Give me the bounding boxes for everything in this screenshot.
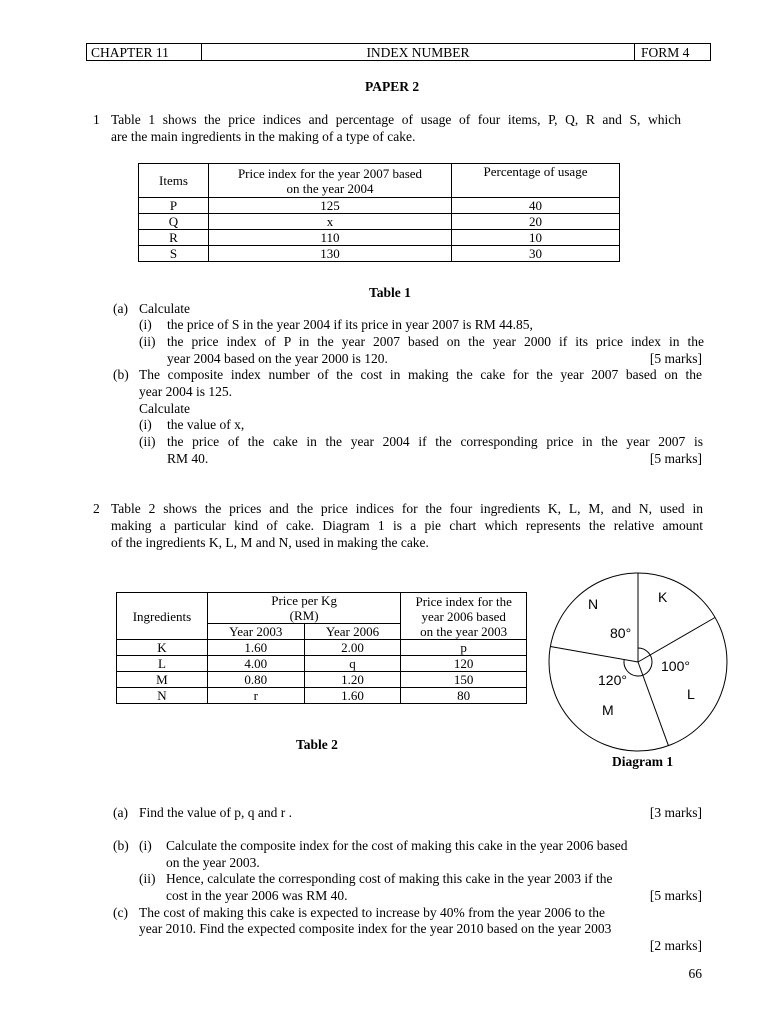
pie-divider-k-l [638, 618, 715, 663]
t2-cell-index: p [401, 640, 527, 656]
table-row [117, 656, 527, 672]
t2-cell-2003: 0.80 [207, 672, 304, 688]
q2-c-label: (c) [113, 905, 128, 920]
q1-b-ii-line1: the price of the cake in the year 2004 if the corresponding price in the year 2007 is [167, 434, 703, 449]
t2-cell-2003: 1.60 [207, 640, 304, 656]
table-row [117, 688, 527, 704]
t2-cell-2006: 1.20 [304, 672, 401, 688]
diagram-1-caption: Diagram 1 [612, 754, 674, 769]
q1-b-i-text: the value of x, [167, 417, 245, 432]
q1-intro-line2: are the main ingredients in the making of a type of cake. [111, 129, 416, 144]
table-row [117, 672, 527, 688]
pie-angle-m: 120° [598, 672, 627, 688]
q2-c-line2: year 2010. Find the expected composite index for the year 2010 based on the year 2003 [139, 921, 612, 936]
t1-cell-index: 110 [209, 230, 452, 246]
q1-intro-line1: Table 1 shows the price indices and percentage of usage of four items, P, Q, R and S, which [111, 112, 681, 127]
t2-cell-index: 120 [401, 656, 527, 672]
q1-b-label: (b) [113, 367, 129, 382]
t1-cell-item: Q [139, 214, 209, 230]
header-table [86, 43, 711, 61]
pie-divider-m-n [550, 647, 638, 663]
pie-label-l: L [687, 686, 695, 702]
t2-header-price-line2: (RM) [289, 608, 319, 623]
q2-intro-line2: making a particular kind of cake. Diagram 1 is a pie chart which represents the relative amount [111, 518, 703, 533]
q1-b-calc: Calculate [139, 401, 190, 416]
q2-b-ii-line2: cost in the year 2006 was RM 40. [166, 888, 348, 903]
q1-a-i-text: the price of S in the year 2004 if its price in year 2007 is RM 44.85, [167, 317, 533, 332]
q1-a-i-label: (i) [139, 317, 152, 332]
q1-b-line2: year 2004 is 125. [139, 384, 232, 399]
pie-label-k: K [658, 589, 668, 605]
t2-header-price-line1: Price per Kg [271, 593, 337, 608]
q2-b-ii-line1: Hence, calculate the corresponding cost of making this cake in the year 2003 if the [166, 871, 613, 886]
pie-angle-n: 80° [610, 625, 632, 641]
pie-angle-l: 100° [661, 658, 690, 674]
q1-number: 1 [93, 112, 100, 127]
q1-a-text: Calculate [139, 301, 190, 316]
q2-b-ii-label: (ii) [139, 871, 156, 886]
t1-header-index-line1: Price index for the year 2007 based [237, 165, 423, 181]
table-row [139, 230, 620, 246]
table-row [117, 640, 527, 656]
table-1 [138, 163, 620, 262]
q2-a-text: Find the value of p, q and r . [139, 805, 292, 820]
t2-header-2006: Year 2006 [304, 624, 401, 640]
t1-header-items: Items [139, 164, 209, 198]
t2-cell-ingredient: K [117, 640, 208, 656]
q1-b-i-label: (i) [139, 417, 152, 432]
t1-cell-usage: 40 [452, 198, 620, 214]
q2-number: 2 [93, 501, 100, 516]
q2-intro-line1: Table 2 shows the prices and the price indices for the four ingredients K, L, M, and N, used in [111, 501, 703, 516]
t2-cell-2006: 1.60 [304, 688, 401, 704]
q1-b-marks: [5 marks] [649, 451, 702, 466]
pie-label-m: M [602, 702, 614, 718]
t2-header-price [207, 593, 400, 624]
t1-cell-usage: 10 [452, 230, 620, 246]
q1-a-marks: [5 marks] [649, 351, 702, 366]
t1-cell-index: x [209, 214, 452, 230]
q2-b-i-line2: on the year 2003. [166, 855, 260, 870]
q2-c-marks: [2 marks] [649, 938, 702, 953]
t2-cell-ingredient: M [117, 672, 208, 688]
header-title: INDEX NUMBER [202, 44, 635, 61]
t2-cell-ingredient: L [117, 656, 208, 672]
q2-b-label: (b) [113, 838, 129, 853]
q2-a-label: (a) [113, 805, 128, 820]
t1-header-index-line2: on the year 2004 [286, 180, 374, 196]
t2-cell-index: 80 [401, 688, 527, 704]
table-2-caption: Table 2 [296, 737, 338, 752]
q1-a-label: (a) [113, 301, 128, 316]
t2-cell-ingredient: N [117, 688, 208, 704]
t2-header-2003: Year 2003 [207, 624, 304, 640]
q2-b-i-line1: Calculate the composite index for the cost of making this cake in the year 2006 based [166, 838, 628, 853]
table-row [139, 198, 620, 214]
t1-header-index [209, 164, 452, 198]
t2-header-ingredients: Ingredients [117, 593, 208, 640]
t1-cell-index: 130 [209, 246, 452, 262]
t2-cell-2006: q [304, 656, 401, 672]
t2-header-index-line3: on the year 2003 [420, 623, 508, 639]
header-form: FORM 4 [635, 44, 711, 61]
t1-header-usage: Percentage of usage [452, 164, 620, 198]
q1-a-ii-label: (ii) [139, 334, 156, 349]
t2-cell-2003: r [207, 688, 304, 704]
table-row [139, 246, 620, 262]
q1-b-ii-label: (ii) [139, 434, 156, 449]
t1-cell-index: 125 [209, 198, 452, 214]
q1-b-ii-line2: RM 40. [167, 451, 209, 466]
q1-b-line1: The composite index number of the cost in making the cake for the year 2007 based on the [139, 367, 702, 382]
paper-title: PAPER 2 [365, 79, 420, 94]
t1-cell-item: P [139, 198, 209, 214]
pie-label-n: N [588, 596, 599, 612]
t1-cell-item: S [139, 246, 209, 262]
header-chapter: CHAPTER 11 [87, 44, 202, 61]
q1-a-ii-line1: the price index of P in the year 2007 based on the year 2000 if its price index in the [167, 334, 704, 349]
q1-a-ii-line2: year 2004 based on the year 2000 is 120. [167, 351, 388, 366]
q2-a-marks: [3 marks] [649, 805, 702, 820]
page-number: 66 [688, 966, 702, 981]
t1-cell-usage: 30 [452, 246, 620, 262]
t2-header-index-line1: Price index for the [415, 593, 512, 609]
table-row [139, 214, 620, 230]
t1-cell-usage: 20 [452, 214, 620, 230]
t2-cell-2003: 4.00 [207, 656, 304, 672]
t1-cell-item: R [139, 230, 209, 246]
t2-header-index-line2: year 2006 based [421, 608, 506, 624]
t2-cell-2006: 2.00 [304, 640, 401, 656]
table-1-caption: Table 1 [369, 285, 411, 300]
q2-b-i-label: (i) [139, 838, 152, 853]
q2-b-marks: [5 marks] [649, 888, 702, 903]
table-2 [116, 592, 527, 704]
q2-c-line1: The cost of making this cake is expected to increase by 40% from the year 2006 to the [139, 905, 605, 920]
q2-intro-line3: of the ingredients K, L, M and N, used in making the cake. [111, 535, 429, 550]
pie-chart [542, 566, 742, 766]
t2-header-index [401, 593, 527, 640]
pie-divider-l-m [638, 662, 668, 746]
t2-cell-index: 150 [401, 672, 527, 688]
